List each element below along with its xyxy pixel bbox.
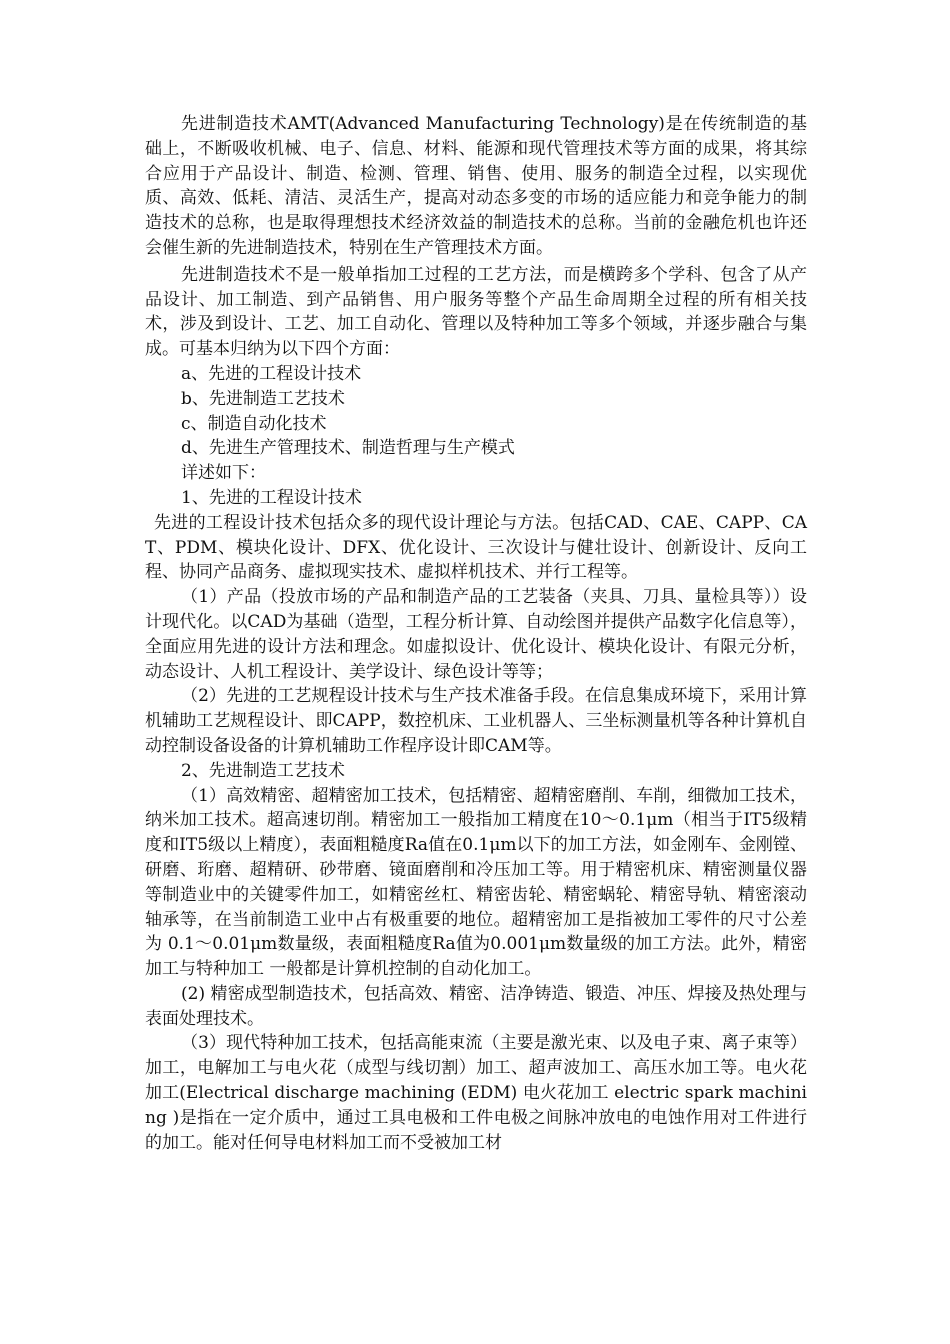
paragraph-precision-forming: (2) 精密成型制造技术，包括高效、精密、洁净铸造、锻造、冲压、焊接及热处理与表面处理技术。 [145, 983, 807, 1029]
section-heading-2: 2、先进制造工艺技术 [181, 760, 345, 781]
section-heading-1: 1、先进的工程设计技术 [181, 487, 362, 508]
paragraph-special-machining: （3）现代特种加工技术，包括高能束流（主要是激光束、以及电子束、离子束等）加工，电解加工与电火花（成型与线切割）加工、超声波加工、高压水加工等。电火花加工(Electrical discharge machining (EDM) 电火花加工 electric spark machining )是指在一定介质中，通过工具电极和工件电极之间脉冲放电的电蚀作用对工件进行的加工。能对任何导电材料加工而不受被加工材 [145, 1033, 807, 1153]
paragraph-amt-definition: 先进制造技术AMT(Advanced Manufacturing Technology)是在传统制造的基础上，不断吸收机械、电子、信息、材料、能源和现代管理技术等方面的成果，将其综合应用于产品设计、制造、检测、管理、销售、使用、服务的制造全过程，以实现优质、高效、低耗、清洁、灵活生产，提高对动态多变的市场的适应能力和竞争能力的制造技术的总称，也是取得理想技术经济效益的制造技术的总称。当前的金融危机也许还会催生新的先进制造技术，特别在生产管理技术方面。 [145, 114, 807, 258]
paragraph-design-modernization: （1）产品（投放市场的产品和制造产品的工艺装备（夹具、刀具、量检具等））设计现代化。以CAD为基础（造型，工程分析计算、自动绘图并提供产品数字化信息等），全面应用先进的设计方法和理念。如虚拟设计、优化设计、模块化设计、有限元分析，动态设计、人机工程设计、美学设计、绿色设计等等； [145, 587, 807, 682]
list-item-a: a、先进的工程设计技术 [181, 363, 362, 384]
paragraph-process-planning: （2）先进的工艺规程设计技术与生产技术准备手段。在信息集成环境下，采用计算机辅助工艺规程设计、即CAPP，数控机床、工业机器人、三坐标测量机等各种计算机自动控制设备设备的计算机辅助工作程序设计即CAM等。 [145, 686, 807, 756]
detail-intro: 详述如下： [181, 463, 266, 484]
paragraph-design-tech: 先进的工程设计技术包括众多的现代设计理论与方法。包括CAD、CAE、CAPP、CAT、PDM、模块化设计、DFX、优化设计、三次设计与健壮设计、创新设计、反向工程、协同产品商务、虚拟现实技术、虚拟样机技术、并行工程等。 [145, 512, 807, 583]
list-item-c: c、制造自动化技术 [181, 413, 327, 434]
paragraph-amt-scope: 先进制造技术不是一般单指加工过程的工艺方法，而是横跨多个学科、包含了从产品设计、加工制造、到产品销售、用户服务等整个产品生命周期全过程的所有相关技术，涉及到设计、工艺、加工自动化、管理以及特种加工等多个领域，并逐步融合与集成。可基本归纳为以下四个方面： [145, 264, 807, 360]
paragraph-precision-machining: （1）高效精密、超精密加工技术，包括精密、超精密磨削、车削，细微加工技术，纳米加工技术。超高速切削。精密加工一般指加工精度在10～0.1μm（相当于IT5级精度和IT5级以上精度），表面粗糙度Ra值在0.1μm以下的加工方法，如金刚车、金刚镗、研磨、珩磨、超精研、砂带磨、镜面磨削和冷压加工等。用于精密机床、精密测量仪器等制造业中的关键零件加工，如精密丝杠、精密齿轮、精密蜗轮、精密导轨、精密滚动轴承等，在当前制造工业中占有极重要的地位。超精密加工是指被加工零件的尺寸公差为 0.1～0.01μm数量级，表面粗糙度Ra值为0.001μm数量级的加工方法。此外，精密加工与特种加工 一般都是计算机控制的自动化加工。 [145, 785, 807, 980]
list-item-d: d、先进生产管理技术、制造哲理与生产模式 [181, 438, 515, 459]
list-item-b: b、先进制造工艺技术 [181, 388, 345, 409]
